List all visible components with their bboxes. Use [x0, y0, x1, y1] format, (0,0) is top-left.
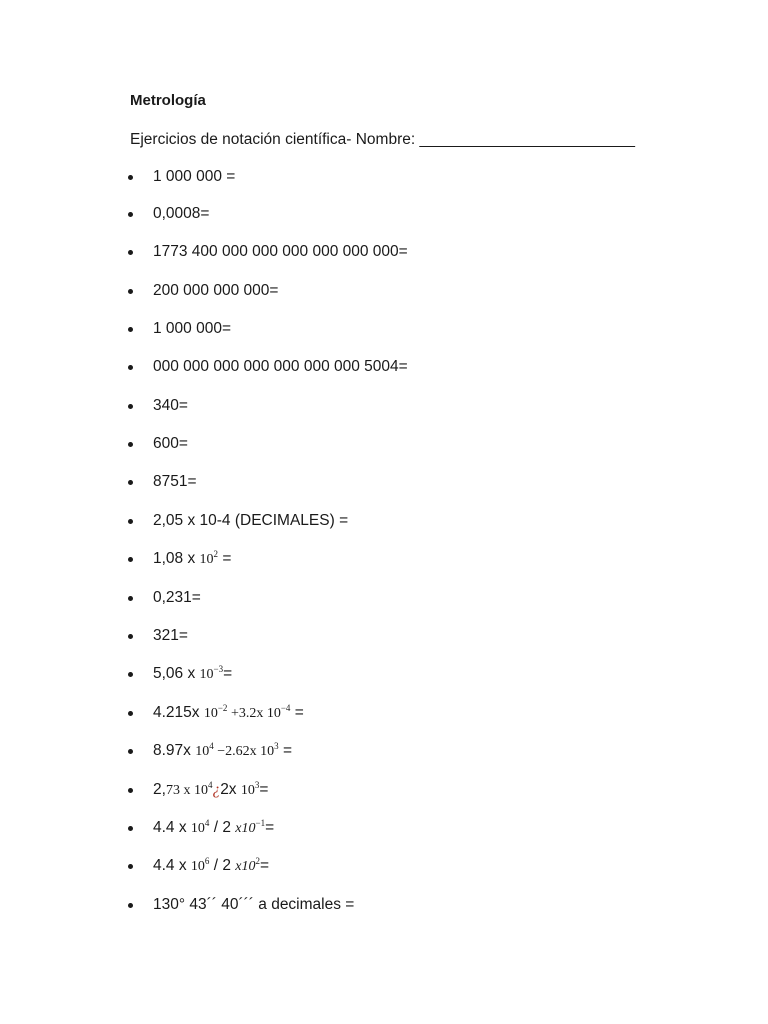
exercise-text: 130° 43´´ 40´´´ a decimales =: [153, 896, 355, 913]
bullet-icon: [128, 480, 133, 485]
bullet-icon: [128, 519, 133, 524]
exercise-text: 1,08 x $10^2$ =: [153, 549, 232, 567]
bullet-icon: [128, 788, 133, 793]
bullet-icon: [128, 596, 133, 601]
exercise-text: 200 000 000 000=: [153, 282, 279, 299]
exercise-text: 1 000 000=: [153, 320, 232, 337]
bullet-icon: [128, 442, 133, 447]
exercise-text: 000 000 000 000 000 000 000 5004=: [153, 358, 408, 375]
exercise-text: 2,73 x $10^4¿2x$ $10^3=$: [153, 780, 269, 798]
bullet-icon: [128, 557, 133, 562]
bullet-icon: [128, 404, 133, 409]
document-title: Metrología: [130, 92, 206, 109]
bullet-icon: [128, 826, 133, 831]
exercise-text: 4.4 x $10^6 / 2$ $x10^2=$: [153, 856, 270, 874]
exercise-text: 0,231=: [153, 589, 201, 606]
bullet-icon: [128, 864, 133, 869]
bullet-icon: [128, 634, 133, 639]
exercise-text: 2,05 x 10-4 (DECIMALES) =: [153, 512, 349, 529]
bullet-icon: [128, 749, 133, 754]
bullet-icon: [128, 250, 133, 255]
exercise-text: 8.97x $10^4 -2.62x$ $10^3$ =: [153, 741, 292, 759]
bullet-icon: [128, 672, 133, 677]
exercise-text: 1773 400 000 000 000 000 000 000=: [153, 243, 408, 260]
bullet-icon: [128, 711, 133, 716]
bullet-icon: [128, 212, 133, 217]
bullet-icon: [128, 327, 133, 332]
exercise-text: 340=: [153, 397, 188, 414]
bullet-icon: [128, 175, 133, 180]
exercise-text: 0,0008=: [153, 205, 210, 222]
exercise-text: 4.215x $10^{-2} +3.2x$ $10^{-4}$ =: [153, 703, 304, 721]
exercise-text: 8751=: [153, 473, 197, 490]
bullet-icon: [128, 289, 133, 294]
bullet-icon: [128, 365, 133, 370]
exercise-text: 4.4 x $10^4 / 2$ $x10^{-1}=$: [153, 818, 275, 836]
exercise-text: 5,06 x $10^{-3}=$: [153, 664, 233, 682]
exercise-text: 1 000 000 =: [153, 168, 236, 185]
bullet-icon: [128, 903, 133, 908]
exercise-text: 600=: [153, 435, 188, 452]
exercise-text: 321=: [153, 627, 188, 644]
document-subtitle: Ejercicios de notación científica- Nombre: _________________________: [130, 131, 635, 148]
